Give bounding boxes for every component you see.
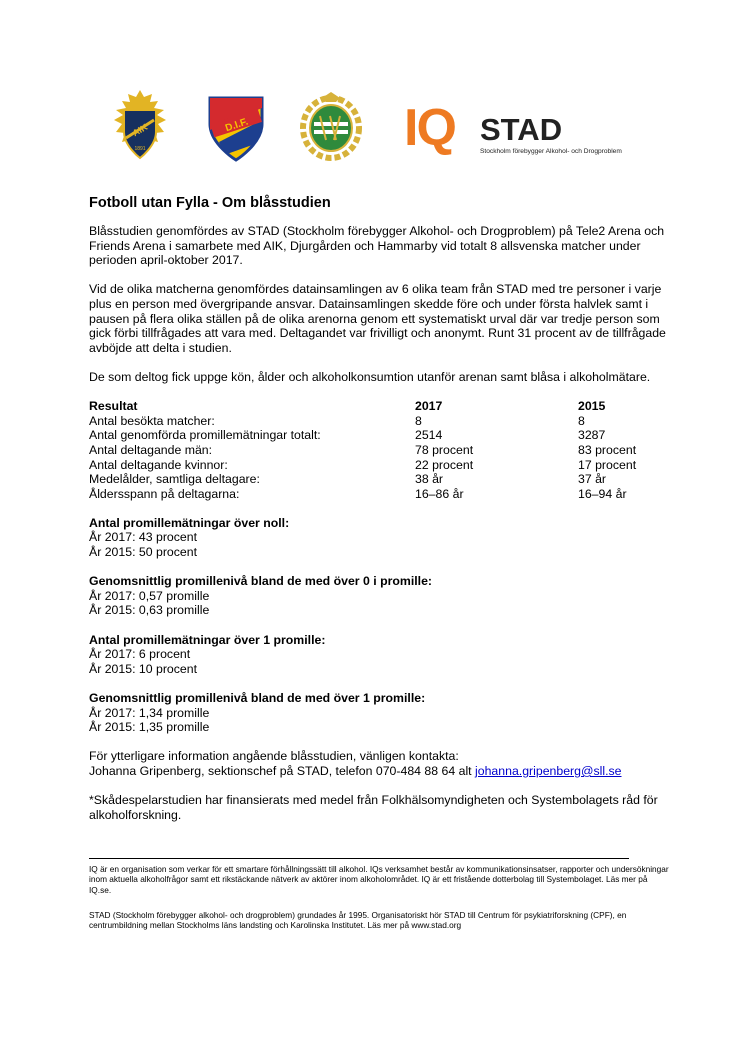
stad-logo: [480, 114, 640, 164]
contact-person-text: Johanna Gripenberg, sektionschef på STAD, telefon 070-484 88 64 alt: [89, 763, 476, 778]
method-paragraph: Vid de olika matcherna genomfördes datainsamlingen av 6 olika team från STAD med tre personer i varje plus en person med övergripande ansvar. Datainsamlingen skedde före och under första halvlek samt i pausen på flera olika ställen på de olika arenorna genom ett systematiskt urval där var tredje person som gick förbi tillfrågades att vara med. Deltagandet var frivilligt och anonymt. Runt 31 procent av de tillfrågade avböjde att delta i studien.: [89, 282, 666, 355]
section-heading: Genomsnittlig promillenivå bland de med över 1 promille:: [89, 691, 426, 705]
row-value-2017: 22 procent: [415, 457, 474, 472]
iq-logo-text: IQ: [404, 99, 455, 157]
hammarby-logo: [300, 90, 362, 162]
row-value-2017: 78 procent: [415, 442, 474, 457]
footer-iq-text: IQ är en organisation som verkar för ett smartare förhållningssätt till alkohol. IQs verksamhet består av kommunikationsinsatser, rapporter och undersökningar inom aktuella alkoholfrågor samt ett rikstäckande nätverk av aktörer inom alkoholområdet. IQ är ett fristående dotterbolag till Systembolaget. Läs mer på IQ.se.: [89, 864, 669, 895]
contact-person: [89, 764, 669, 779]
results-header-row: [89, 399, 658, 414]
djurgarden-logo: [207, 94, 265, 162]
footer-stad-text: STAD (Stockholm förebygger alkohol- och drogproblem) grundades år 1995. Organisatoriskt hör STAD till Centrum för psykiatriforskning (CPF), en centrumbildning mellan Stockholms läns landsting och Karolinska Institutet. Läs mer på www.stad.org: [89, 910, 627, 931]
page-title: Fotboll utan Fylla - Om blåsstudien: [89, 195, 331, 211]
row-value-2017: 38 år: [415, 472, 444, 487]
dif-logo-text: D.I.F.: [223, 116, 250, 135]
section-line: År 2017: 1,34 promille: [89, 705, 210, 720]
row-label: Antal genomförda promillemätningar totalt:: [89, 428, 321, 443]
table-row: [89, 458, 658, 473]
section-line: År 2015: 1,35 promille: [89, 720, 210, 735]
section-line: År 2017: 6 procent: [89, 647, 191, 662]
section-average-above-zero: [89, 574, 669, 618]
row-value-2015: 37 år: [578, 472, 607, 487]
section-above-one: [89, 633, 669, 677]
row-label: Antal deltagande män:: [89, 442, 213, 457]
row-label: Åldersspann på deltagarna:: [89, 486, 240, 501]
results-table: [89, 399, 658, 501]
section-line: År 2015: 0,63 promille: [89, 603, 210, 618]
row-value-2017: 8: [415, 413, 422, 428]
funding-note: *Skådespelarstudien har finansierats med medel från Folkhälsomyndigheten och Systembolagets råd för alkoholforskning.: [89, 793, 658, 822]
row-value-2017: 2514: [415, 428, 443, 443]
section-line: År 2015: 50 procent: [89, 545, 198, 560]
contact-block: [89, 749, 669, 778]
participants-paragraph: De som deltog fick uppge kön, ålder och alkoholkonsumtion utanför arenan samt blåsa i alkoholmätare.: [89, 369, 651, 384]
results-header-label: Resultat: [89, 399, 138, 414]
row-value-2017: 16–86 år: [415, 486, 464, 501]
section-heading: Genomsnittlig promillenivå bland de med över 0 i promille:: [89, 574, 433, 589]
row-label: Medelålder, samtliga deltagare:: [89, 472, 260, 487]
table-row: [89, 472, 658, 487]
results-header-2015: 2015: [578, 399, 606, 414]
table-row: [89, 487, 658, 502]
section-heading: Antal promillemätningar över noll:: [89, 515, 290, 530]
results-header-2017: 2017: [415, 399, 443, 414]
row-value-2015: 83 procent: [578, 442, 637, 457]
stad-logo-text: STAD: [480, 112, 563, 147]
aik-logo-text: AIK: [130, 121, 150, 139]
section-average-above-one: [89, 691, 669, 735]
footer-divider: [89, 858, 629, 859]
row-value-2015: 16–94 år: [578, 486, 627, 501]
table-row: [89, 443, 658, 458]
iq-logo: [404, 96, 454, 160]
table-row: [89, 414, 658, 429]
document-body: [89, 224, 669, 837]
contact-email-link[interactable]: johanna.gripenberg@sll.se: [475, 763, 622, 778]
row-value-2015: 17 procent: [578, 457, 637, 472]
row-label: Antal besökta matcher:: [89, 413, 215, 428]
stad-logo-tagline: Stockholm förebygger Alkohol- och Drogproblem: [480, 148, 622, 155]
section-heading: Antal promillemätningar över 1 promille:: [89, 632, 326, 647]
row-value-2015: 8: [578, 413, 585, 428]
section-above-zero: [89, 516, 669, 560]
row-value-2015: 3287: [578, 428, 606, 443]
section-line: År 2017: 0,57 promille: [89, 588, 210, 603]
section-line: År 2015: 10 procent: [89, 661, 198, 676]
logo-strip: [0, 88, 746, 168]
contact-intro: För ytterligare information angående blåsstudien, vänligen kontakta:: [89, 749, 459, 764]
aik-logo-year: 1891: [134, 146, 146, 152]
aik-logo: [108, 88, 172, 164]
intro-paragraph: Blåsstudien genomfördes av STAD (Stockholm förebygger Alkohol- och Drogproblem) på Tele2 Arena och Friends Arena i samarbete med AIK, Djurgården och Hammarby vid totalt 8 allsvenska matcher under perioden april-oktober 2017.: [89, 224, 665, 268]
table-row: [89, 428, 658, 443]
section-line: År 2017: 43 procent: [89, 530, 198, 545]
row-label: Antal deltagande kvinnor:: [89, 457, 228, 472]
